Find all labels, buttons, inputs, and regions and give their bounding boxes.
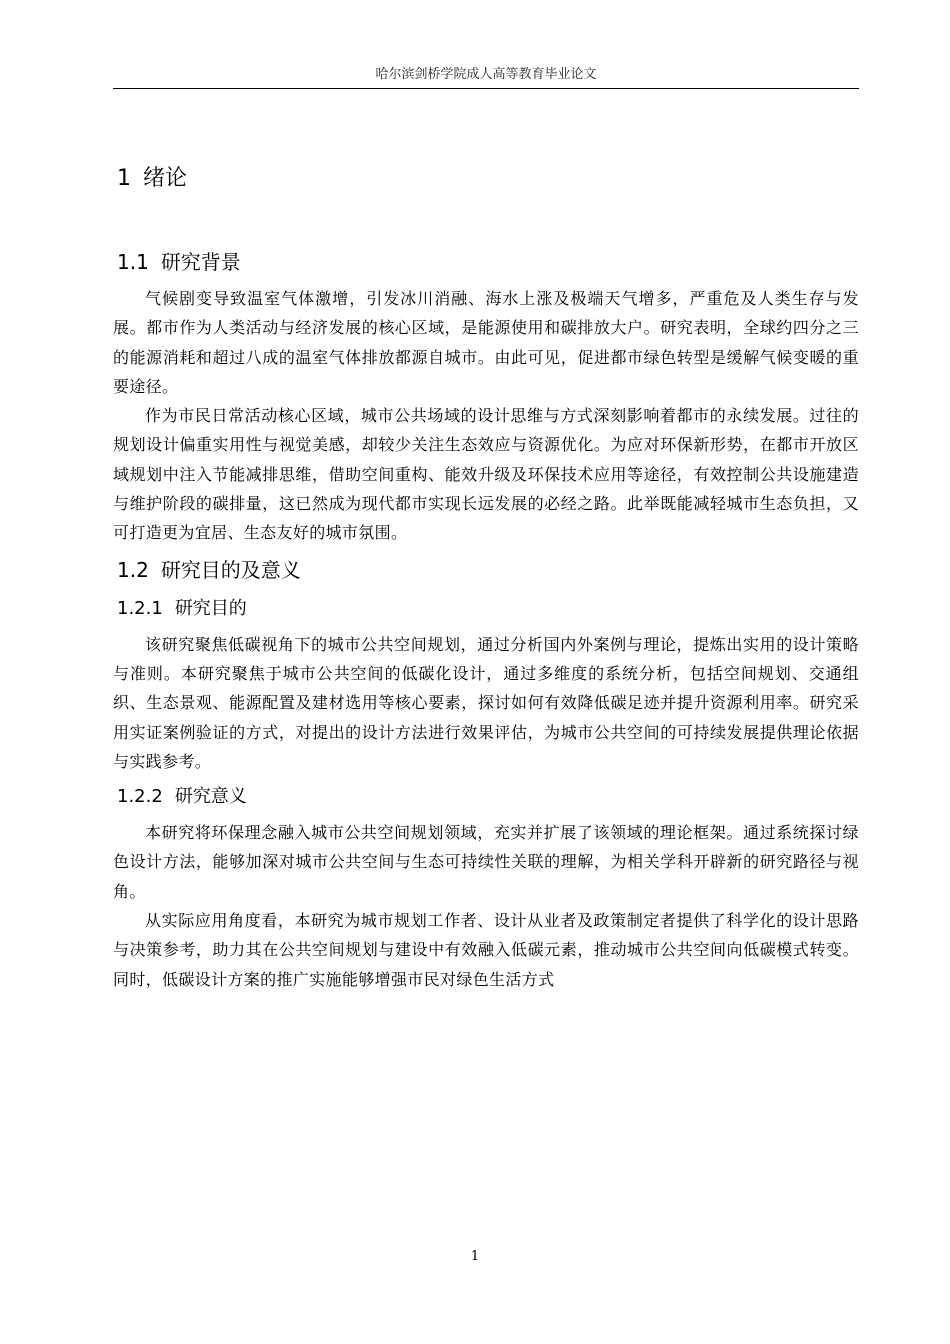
chapter-heading — [117, 164, 859, 194]
section-number: 1.2 — [117, 557, 149, 582]
page-number: 1 — [470, 1249, 480, 1264]
paragraph: 从实际应用角度看，本研究为城市规划工作者、设计从业者及政策制定者提供了科学化的设计思路与决策参考，助力其在公共空间规划与建设中有效融入低碳元素，推动城市公共空间向低碳模式转变。同时，低碳设计方案的推广实施能够增强市民对绿色生活方式 — [113, 911, 859, 989]
section-title: 研究目的及意义 — [160, 557, 301, 582]
subsection-number: 1.2.2 — [117, 786, 163, 808]
section-heading-1-1 — [117, 248, 859, 276]
section-number: 1.1 — [117, 250, 149, 274]
subsection-number: 1.2.1 — [117, 597, 163, 619]
running-header: 哈尔滨剑桥学院成人高等教育毕业论文 — [375, 67, 597, 82]
chapter-number: 1 — [117, 166, 131, 191]
section-heading-1-2 — [117, 556, 859, 584]
subsection-heading-1-2-1 — [117, 596, 859, 622]
subsection-heading-1-2-2 — [117, 784, 859, 810]
page-body — [113, 150, 859, 994]
subsection-title: 研究意义 — [174, 786, 247, 808]
section-title: 研究背景 — [160, 250, 241, 274]
subsection-title: 研究目的 — [174, 597, 247, 619]
paragraph: 作为市民日常活动核心区域，城市公共场域的设计思维与方式深刻影响着都市的永续发展。过往的规划设计偏重实用性与视觉美感，却较少关注生态效应与资源优化。为应对环保新形势，在都市开放区域规划中注入节能减排思维，借助空间重构、能效升级及环保技术应用等途径，有效控制公共设施建造与维护阶段的碳排量，这已然成为现代都市实现长远发展的必经之路。此举既能减轻城市生态负担，又可打造更为宜居、生态友好的城市氛围。 — [113, 406, 859, 543]
paragraph: 本研究将环保理念融入城市公共空间规划领域，充实并扩展了该领域的理论框架。通过系统探讨绿色设计方法，能够加深对城市公共空间与生态可持续性关联的理解，为相关学科开辟新的研究路径与视角。 — [113, 823, 859, 901]
paragraph: 气候剧变导致温室气体激增，引发冰川消融、海水上涨及极端天气增多，严重危及人类生存与发展。都市作为人类活动与经济发展的核心区域，是能源使用和碳排放大户。研究表明，全球约四分之三的能源消耗和超过八成的温室气体排放都源自城市。由此可见，促进都市绿色转型是缓解气候变暖的重要途径。 — [113, 289, 859, 396]
paragraph: 该研究聚焦低碳视角下的城市公共空间规划，通过分析国内外案例与理论，提炼出实用的设计策略与准则。本研究聚焦于城市公共空间的低碳化设计，通过多维度的系统分析，包括空间规划、交通组织、生态景观、能源配置及建材选用等核心要素，探讨如何有效降低碳足迹并提升资源利用率。研究采用实证案例验证的方式，对提出的设计方法进行效果评估，为城市公共空间的可持续发展提供理论依据与实践参考。 — [113, 634, 859, 771]
header-divider — [113, 88, 859, 89]
chapter-title: 绪论 — [143, 166, 188, 191]
